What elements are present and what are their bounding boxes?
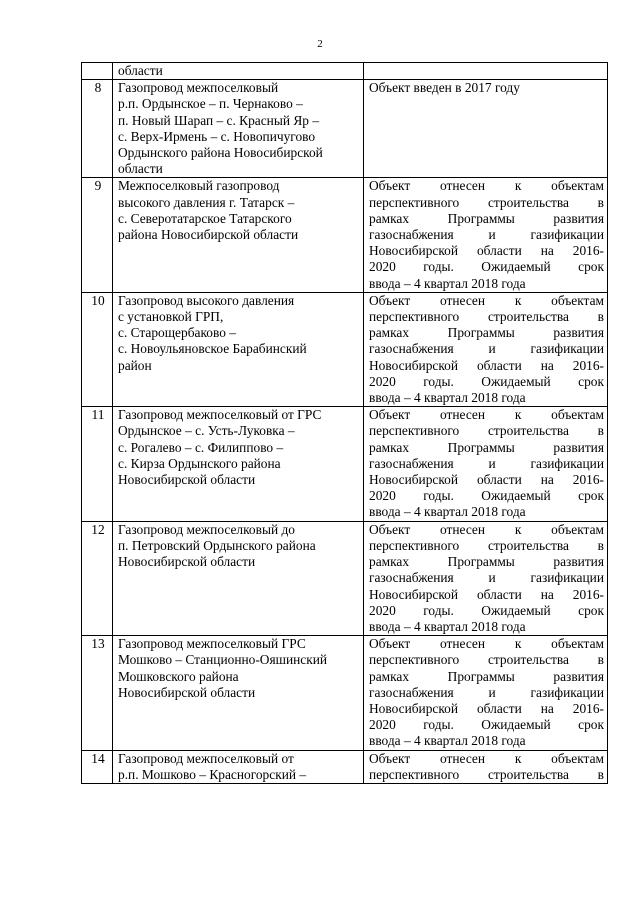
object-name-line: Газопровод межпоселковый до — [118, 521, 295, 537]
object-status-line: перспективного строительства в — [369, 309, 604, 325]
table-row — [82, 407, 608, 521]
object-name-line: Газопровод межпоселковый — [118, 80, 279, 96]
object-name-line: Мошково – Станционно-Ояшинский — [118, 652, 328, 668]
object-status-line: ввода – 4 квартал 2018 года — [369, 733, 526, 749]
object-status-line: перспективного строительства в — [369, 766, 604, 782]
object-status-line: Объект отнесен к объектам — [369, 636, 604, 652]
object-status-line: Объект введен в 2017 году — [369, 80, 520, 96]
object-name-cell — [113, 521, 364, 635]
object-status-line: газоснабжения и газификации — [369, 455, 604, 471]
object-name-line: с. Рогалево – с. Филиппово – — [118, 439, 284, 455]
table-row — [82, 80, 608, 178]
object-name-line: с установкой ГРП, — [118, 309, 224, 325]
object-name-line: район — [118, 357, 152, 373]
row-number — [82, 63, 113, 80]
object-status-line: 2020 годы. Ожидаемый срок — [369, 488, 604, 504]
object-name-line: Газопровод межпоселковый ГРС — [118, 636, 306, 652]
table-row — [82, 292, 608, 406]
object-status-line — [369, 63, 604, 79]
object-name-line: района Новосибирской области — [118, 227, 299, 243]
object-status-line: Новосибирской области на 2016- — [369, 472, 604, 488]
object-name-cell — [113, 292, 364, 406]
object-status-line: Новосибирской области на 2016- — [369, 586, 604, 602]
object-status-line: перспективного строительства в — [369, 423, 604, 439]
object-status-cell — [364, 407, 608, 521]
object-status-cell — [364, 80, 608, 178]
object-status-line: Объект отнесен к объектам — [369, 407, 604, 423]
object-status-line: рамках Программы развития — [369, 668, 604, 684]
object-status-line: газоснабжения и газификации — [369, 570, 604, 586]
object-name-line: р.п. Ордынское – п. Чернаково – — [118, 96, 303, 112]
object-status-cell — [364, 521, 608, 635]
object-name-line: с. Кирза Ордынского района — [118, 455, 281, 471]
object-status-line: газоснабжения и газификации — [369, 227, 604, 243]
object-name-cell — [113, 178, 364, 292]
object-name-line: Газопровод высокого давления — [118, 292, 295, 308]
object-name-line: Ордынского района Новосибирской — [118, 145, 323, 161]
object-status-line: Объект отнесен к объектам — [369, 292, 604, 308]
object-name-line: р.п. Мошково – Красногорский – — [118, 766, 307, 782]
object-name-line: с. Старощербаково – — [118, 325, 236, 341]
object-status-line: Объект отнесен к объектам — [369, 178, 604, 194]
row-number: 14 — [82, 750, 113, 783]
object-status-line: газоснабжения и газификации — [369, 684, 604, 700]
object-name-cell — [113, 636, 364, 750]
object-name-line: Ордынское – с. Усть-Луковка – — [118, 423, 295, 439]
object-status-line: перспективного строительства в — [369, 537, 604, 553]
row-number: 10 — [82, 292, 113, 406]
object-status-line: газоснабжения и газификации — [369, 341, 604, 357]
object-name-cell — [113, 407, 364, 521]
object-name-cell — [113, 750, 364, 783]
object-status-line: перспективного строительства в — [369, 652, 604, 668]
object-status-line: Новосибирской области на 2016- — [369, 700, 604, 716]
object-status-line: ввода – 4 квартал 2018 года — [369, 618, 526, 634]
object-name-line: с. Новоульяновское Барабинский — [118, 341, 307, 357]
table-row — [82, 521, 608, 635]
object-status-line: ввода – 4 квартал 2018 года — [369, 275, 526, 291]
object-name-line: с. Верх-Ирмень – с. Новопичугово — [118, 128, 316, 144]
table-body — [82, 63, 608, 784]
object-status-cell — [364, 178, 608, 292]
object-name-line: п. Новый Шарап – с. Красный Яр – — [118, 112, 320, 128]
object-status-line: рамках Программы развития — [369, 210, 604, 226]
table-row — [82, 178, 608, 292]
object-name-line: Межпоселковый газопровод — [118, 178, 280, 194]
object-name-line: Газопровод межпоселковый от — [118, 750, 294, 766]
object-name-line: п. Петровский Ордынского района — [118, 537, 316, 553]
row-number: 13 — [82, 636, 113, 750]
object-name-line: области — [118, 63, 163, 78]
object-status-line: рамках Программы развития — [369, 325, 604, 341]
object-status-line: Объект отнесен к объектам — [369, 521, 604, 537]
row-number: 11 — [82, 407, 113, 521]
table-row — [82, 63, 608, 80]
object-status-line: ввода – 4 квартал 2018 года — [369, 390, 526, 406]
object-name-line: Новосибирской области — [118, 472, 256, 488]
object-name-line: с. Северотатарское Татарского — [118, 210, 292, 226]
table-row — [82, 636, 608, 750]
object-status-line: 2020 годы. Ожидаемый срок — [369, 373, 604, 389]
page-number: 2 — [317, 38, 323, 50]
table-row — [82, 750, 608, 783]
object-status-line: 2020 годы. Ожидаемый срок — [369, 717, 604, 733]
object-name-line: Мошковского района — [118, 668, 239, 684]
object-status-line: Новосибирской области на 2016- — [369, 357, 604, 373]
object-name-line: высокого давления г. Татарск – — [118, 194, 295, 210]
object-name-cell — [113, 63, 364, 80]
object-status-line: рамках Программы развития — [369, 554, 604, 570]
object-name-line: области — [118, 161, 163, 177]
object-status-cell — [364, 750, 608, 783]
object-status-line: Объект отнесен к объектам — [369, 750, 604, 766]
object-status-cell — [364, 292, 608, 406]
object-status-cell — [364, 63, 608, 80]
object-status-line: рамках Программы развития — [369, 439, 604, 455]
object-status-line: Новосибирской области на 2016- — [369, 243, 604, 259]
object-status-line: 2020 годы. Ожидаемый срок — [369, 602, 604, 618]
object-name-cell — [113, 80, 364, 178]
object-status-line: перспективного строительства в — [369, 194, 604, 210]
object-name-line: Газопровод межпоселковый от ГРС — [118, 407, 322, 423]
objects-table — [81, 62, 608, 784]
row-number: 9 — [82, 178, 113, 292]
object-status-line: ввода – 4 квартал 2018 года — [369, 504, 526, 520]
object-status-cell — [364, 636, 608, 750]
object-status-line: 2020 годы. Ожидаемый срок — [369, 259, 604, 275]
row-number: 8 — [82, 80, 113, 178]
row-number: 12 — [82, 521, 113, 635]
object-name-line: Новосибирской области — [118, 554, 256, 570]
object-name-line: Новосибирской области — [118, 684, 256, 700]
